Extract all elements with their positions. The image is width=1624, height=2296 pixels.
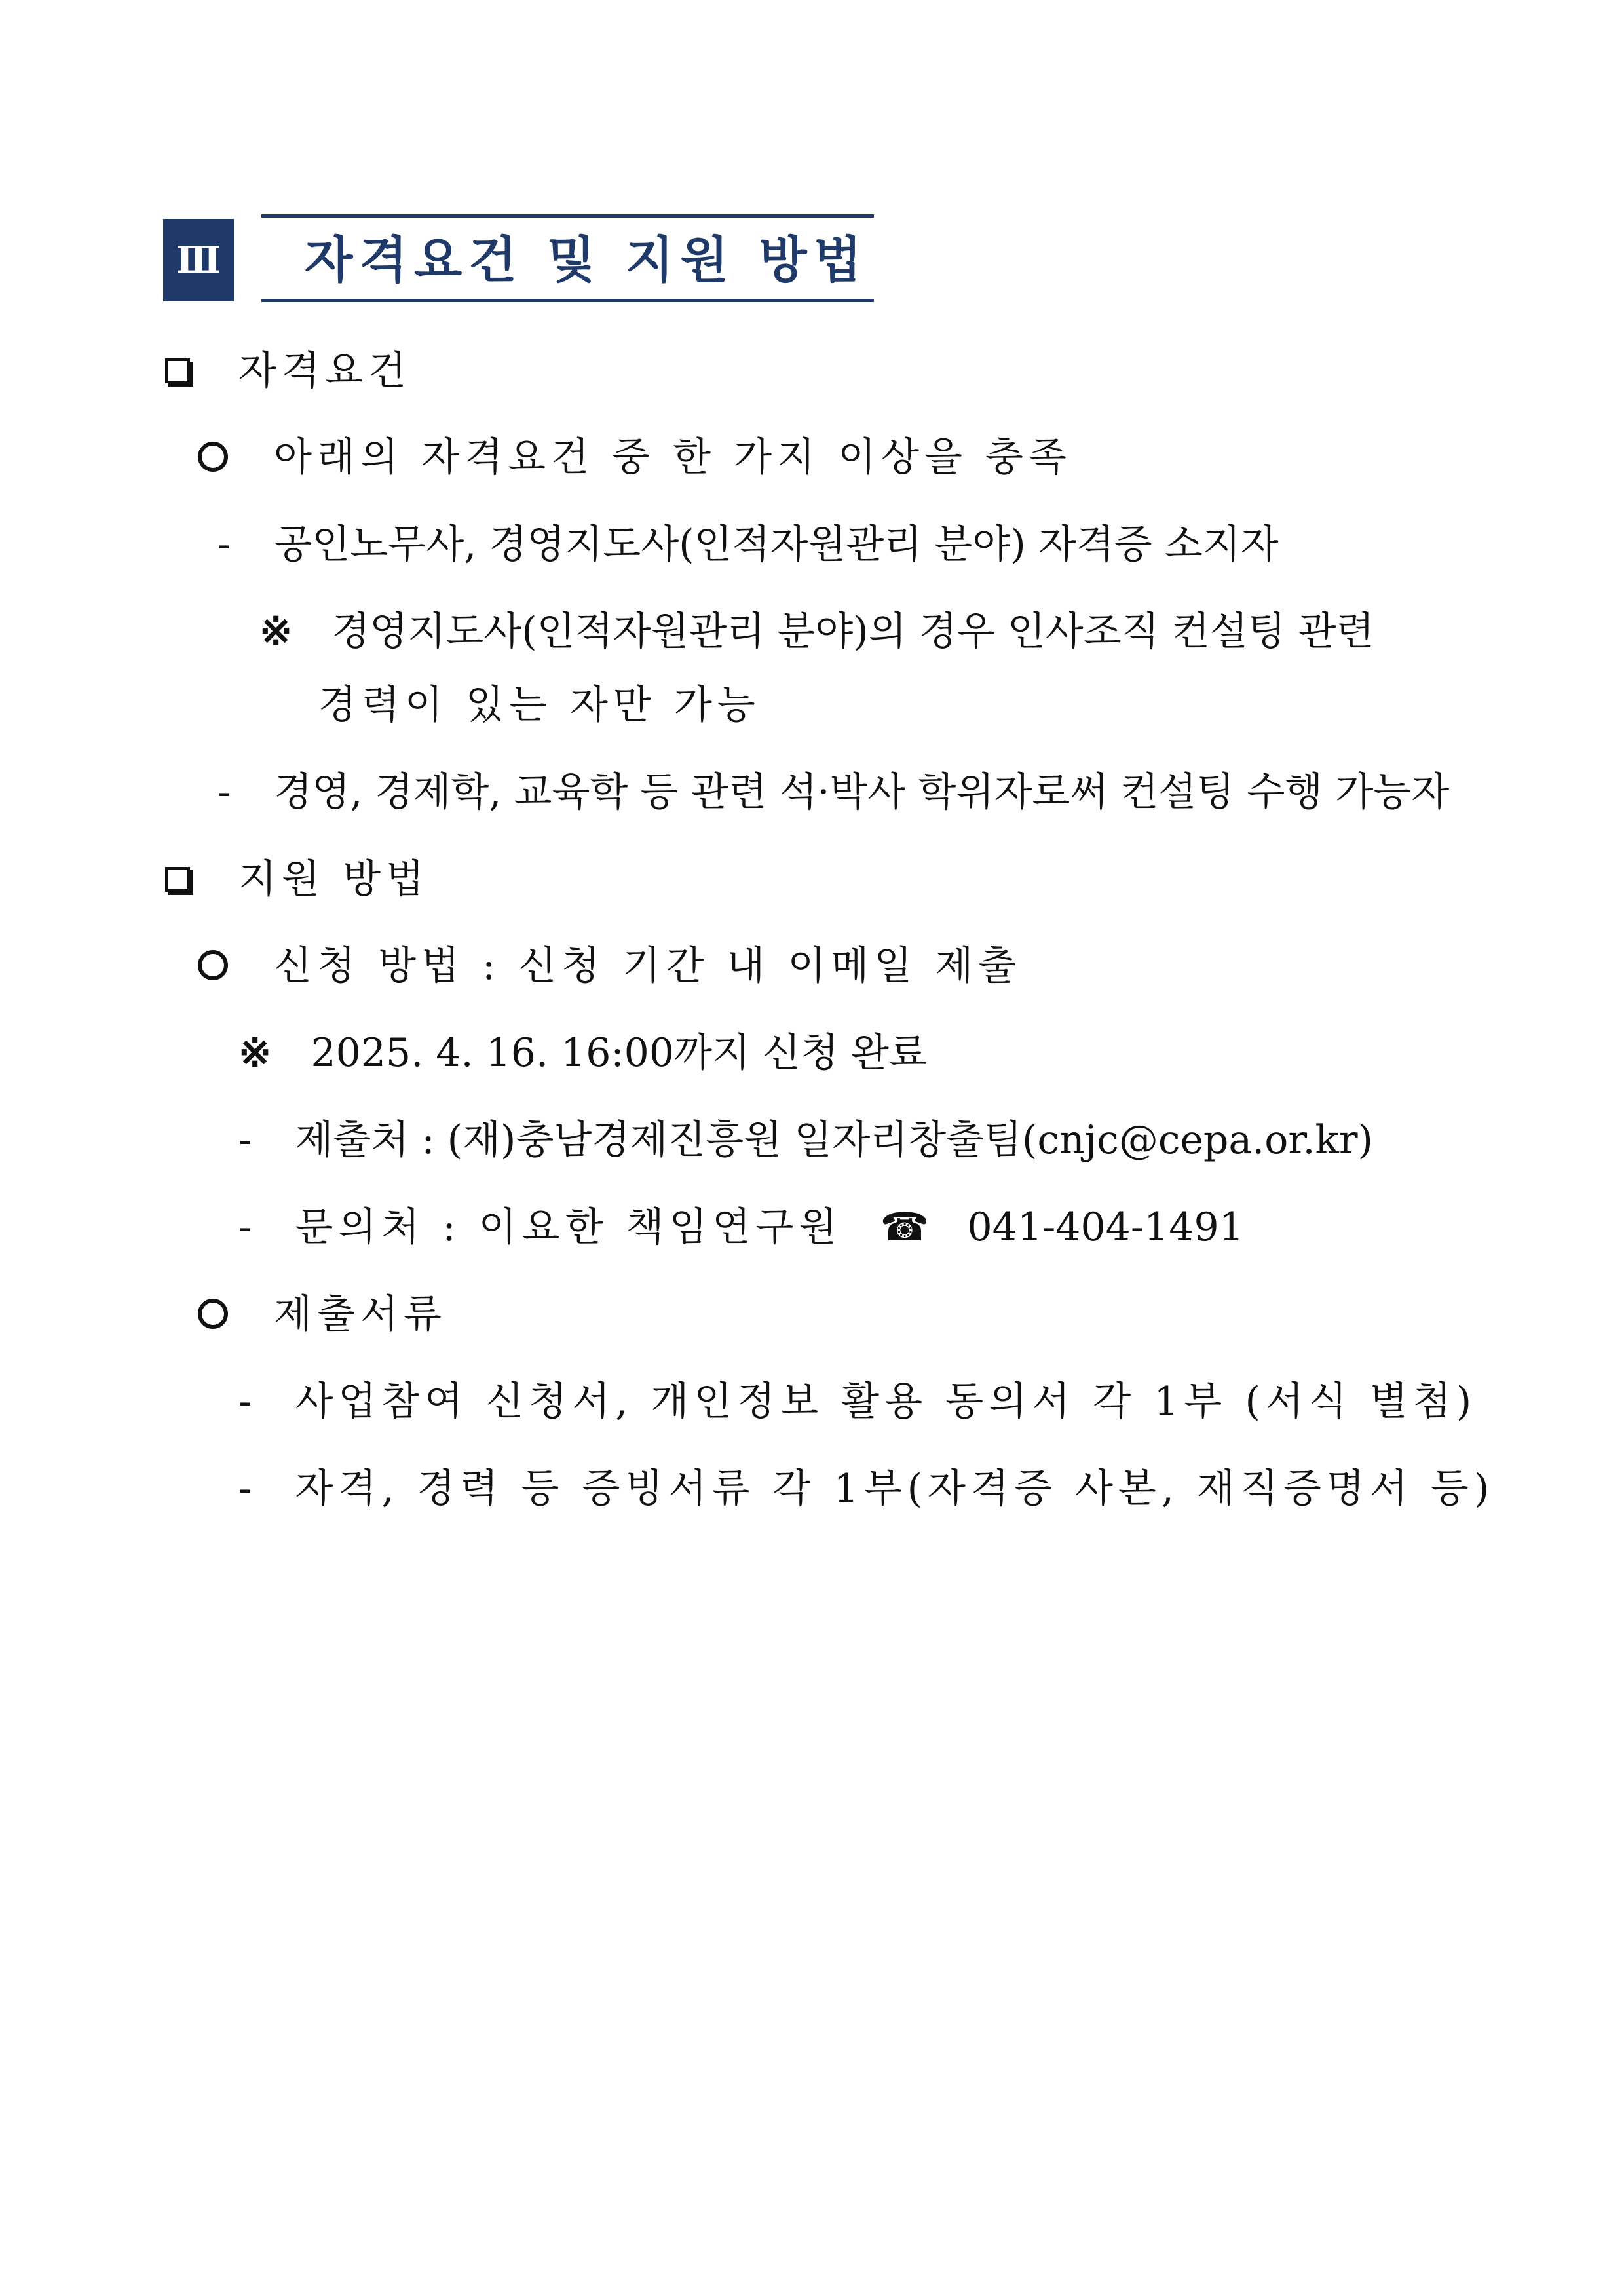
reference-mark-icon: ※ [238, 1030, 272, 1076]
phone-icon: ☎ [880, 1204, 930, 1250]
circle-bullet-icon [198, 1299, 228, 1329]
qualification-item-1 [217, 518, 1279, 571]
note-line-1-text: 경영지도사(인적자원관리 분야)의 경우 인사조직 컨설팅 관련 [331, 609, 1374, 655]
section-title-top-rule [261, 214, 874, 218]
requirement-line [198, 431, 1072, 484]
square-bullet-icon [165, 358, 190, 383]
qualification-item-1-text: 공인노무사, 경영지도사(인적자원관리 분야) 자격증 소지자 [274, 522, 1279, 567]
dash-bullet: - [238, 1379, 252, 1425]
document-item-1 [238, 1375, 1477, 1428]
qualification-item-2 [217, 766, 1449, 818]
dash-bullet: - [238, 1117, 252, 1163]
dash-bullet: - [217, 522, 231, 567]
dash-bullet: - [238, 1466, 252, 1512]
submit-to-text: 제출처 : (재)충남경제진흥원 일자리창출팀(cnjc@cepa.or.kr) [295, 1117, 1373, 1163]
note-line-1 [259, 605, 1374, 658]
documents-heading-line [198, 1288, 447, 1341]
deadline-text: 2025. 4. 16. 16:00까지 신청 완료 [311, 1030, 927, 1076]
section-number-badge: Ⅲ [163, 219, 234, 301]
application-heading [165, 853, 429, 906]
circle-bullet-icon [198, 950, 228, 980]
note-line-2-text: 경력이 있는 자만 가능 [318, 682, 761, 728]
qualification-item-2-text: 경영, 경제학, 교육학 등 관련 석·박사 학위자로써 컨설팅 수행 가능자 [274, 769, 1450, 815]
dash-bullet: - [217, 769, 231, 815]
document-item-2 [238, 1463, 1494, 1515]
document-item-2-text: 자격, 경력 등 증빙서류 각 1부(자격증 사본, 재직증명서 등) [295, 1466, 1495, 1512]
reference-mark-icon: ※ [259, 609, 293, 655]
documents-heading-text: 제출서류 [274, 1292, 447, 1337]
section-title: 자격요건 및 지원 방법 [305, 231, 869, 289]
square-bullet-icon [165, 867, 190, 892]
inquiry-text: 문의처 : 이요한 책임연구원 [295, 1204, 842, 1250]
qualification-heading-text: 자격요건 [238, 348, 411, 394]
phone-number: 041-404-1491 [967, 1204, 1244, 1250]
note-line-2 [318, 679, 761, 731]
submit-to-line [238, 1114, 1373, 1166]
application-heading-text: 지원 방법 [238, 856, 430, 902]
application-method-line [198, 940, 1021, 992]
dash-bullet: - [238, 1204, 252, 1250]
application-method-text: 신청 방법 : 신청 기간 내 이메일 제출 [274, 943, 1022, 989]
section-title-bottom-rule [261, 299, 874, 302]
qualification-heading [165, 345, 411, 397]
deadline-line [238, 1027, 927, 1079]
inquiry-line [238, 1201, 1244, 1253]
document-item-1-text: 사업참여 신청서, 개인정보 활용 동의서 각 1부 (서식 별첨) [295, 1379, 1477, 1425]
circle-bullet-icon [198, 442, 228, 472]
requirement-text: 아래의 자격요건 중 한 가지 이상을 충족 [274, 434, 1072, 480]
